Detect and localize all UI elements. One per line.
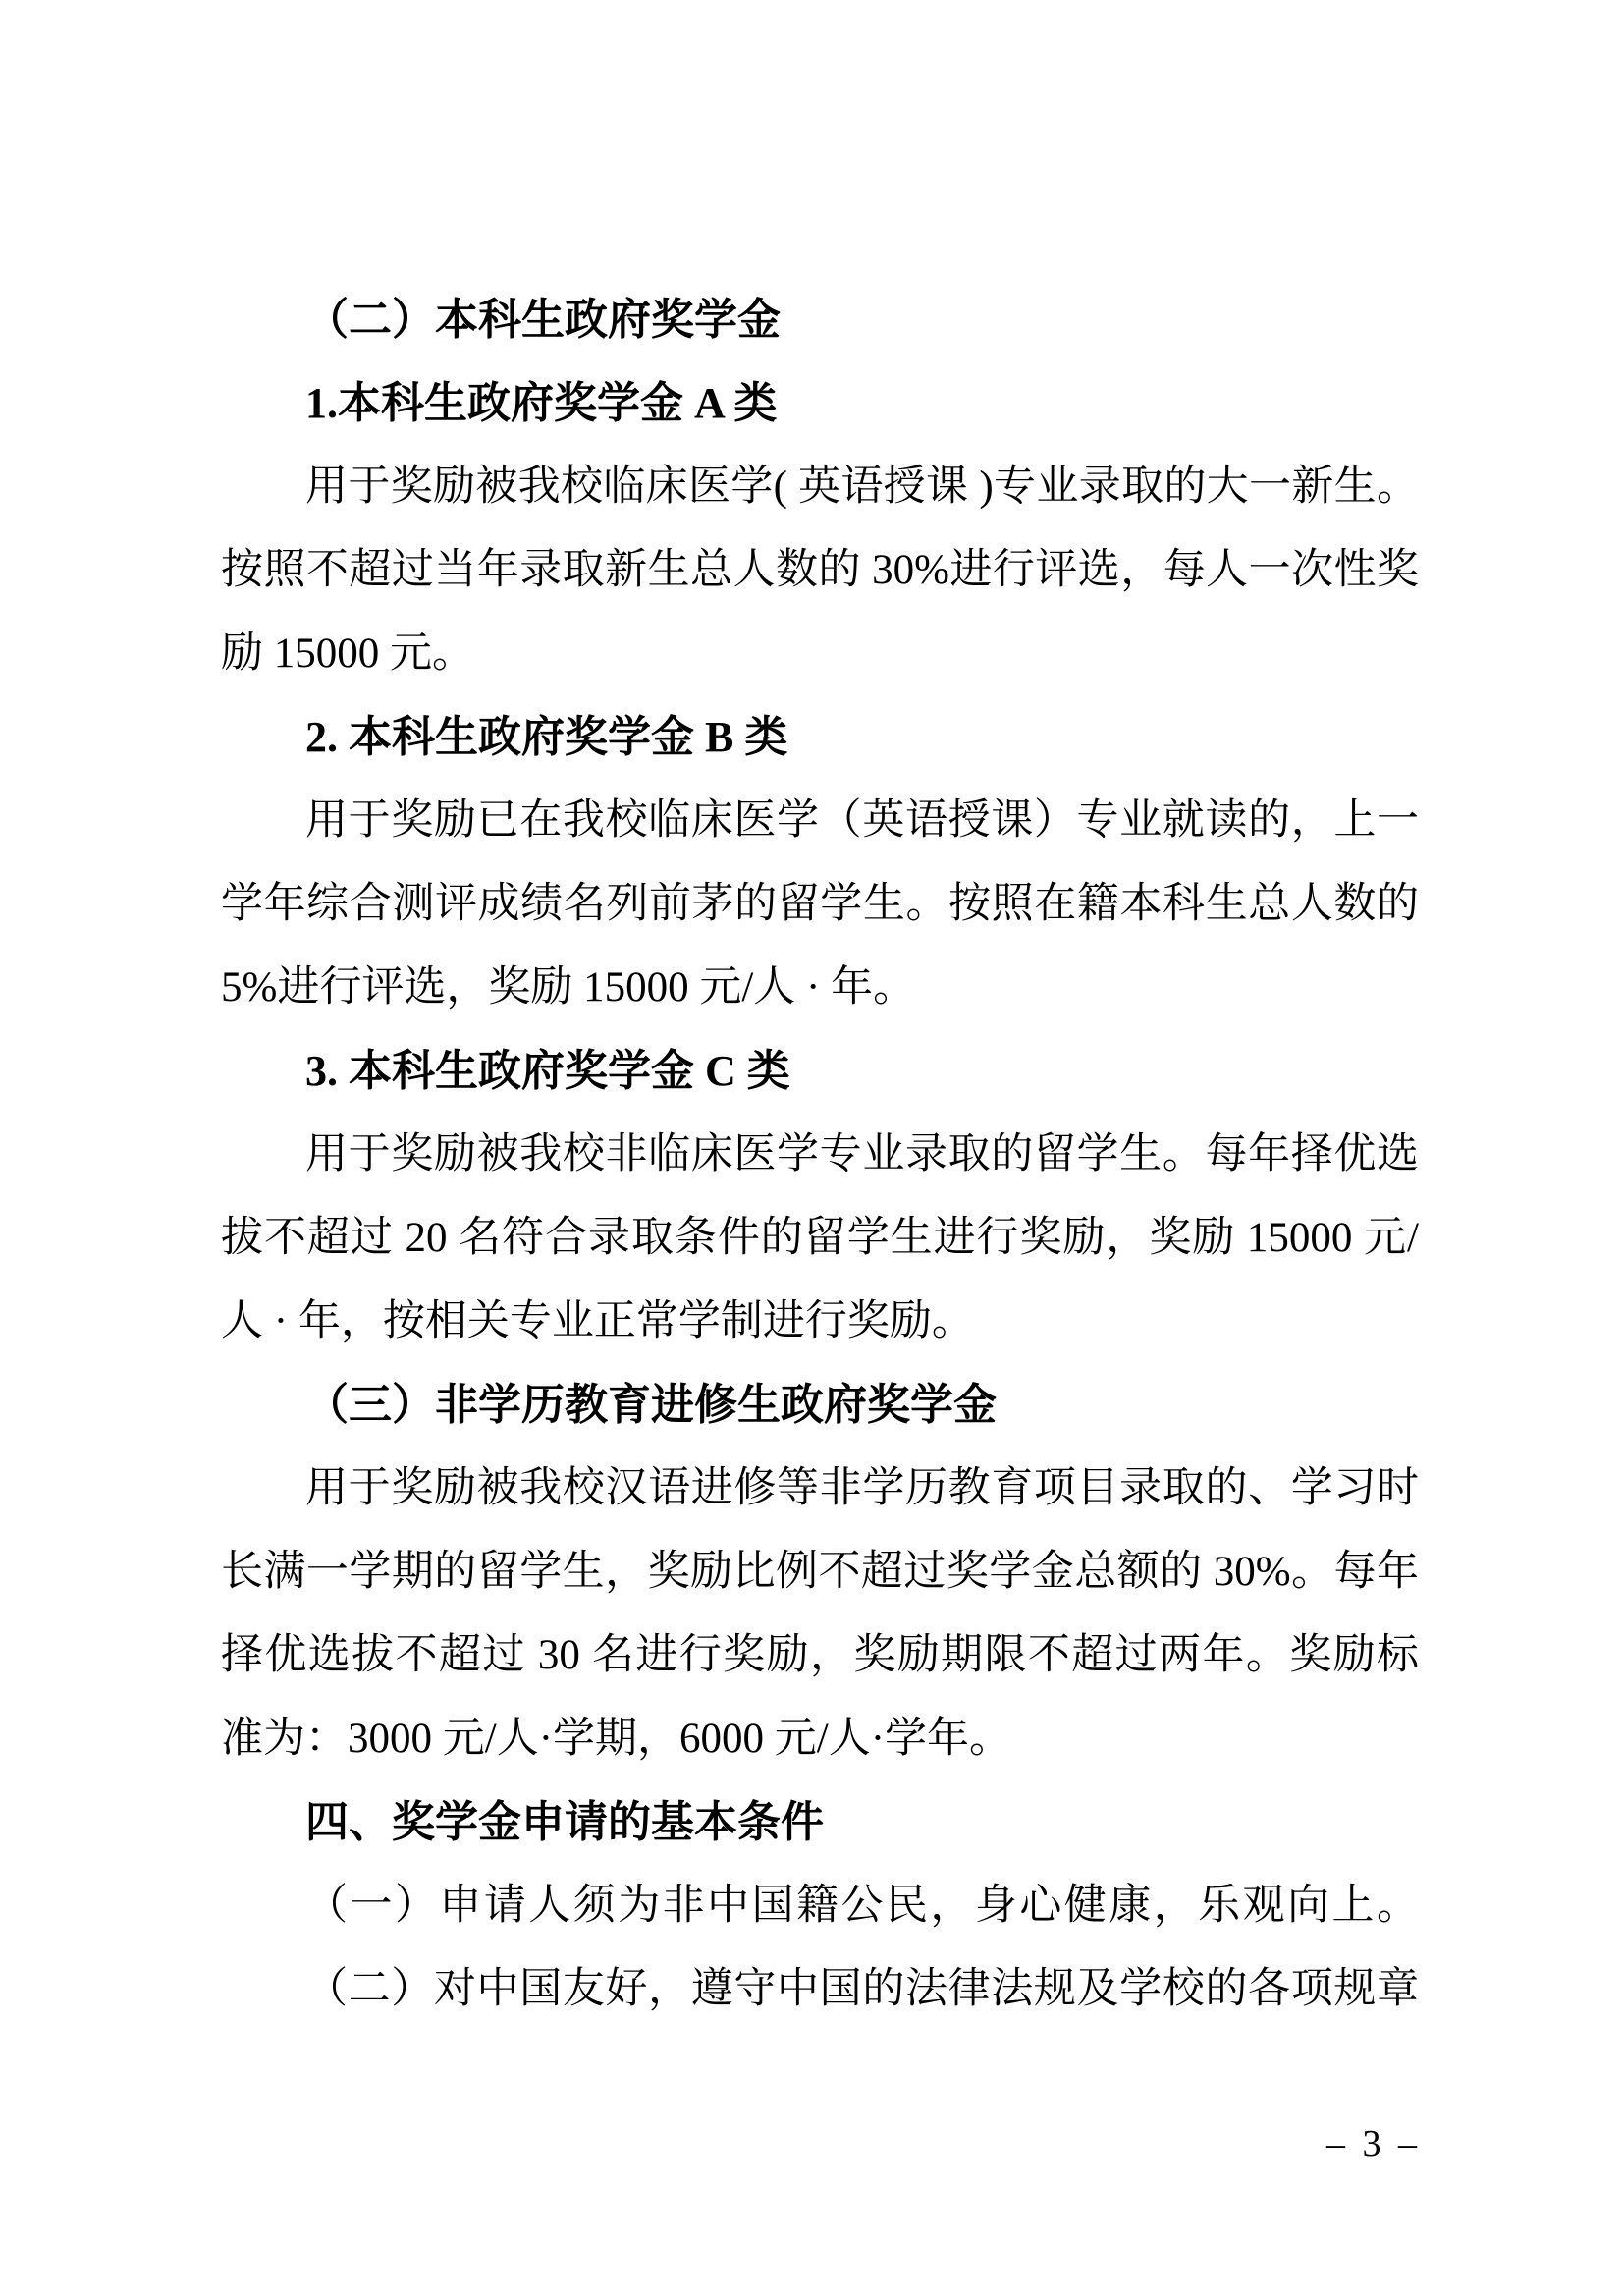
para-d-line-1: 用于奖励被我校汉语进修等非学历教育项目录取的、学习时 (305, 1465, 1419, 1511)
para-c-line-1: 用于奖励被我校非临床医学专业录取的留学生。每年择优选 (305, 1131, 1419, 1177)
para-c-line-3: 人 · 年，按相关专业正常学制进行奖励。 (221, 1298, 974, 1344)
heading-item-1-class-a: 1.本科生政府奖学金 A 类 (305, 379, 778, 427)
document-body (221, 278, 1419, 2031)
para-a-line-3: 励 15000 元。 (221, 630, 474, 677)
para-a-line-1: 用于奖励被我校临床医学( 英语授课 )专业录取的大一新生。 (305, 464, 1419, 510)
para-b-line-2: 学年综合测评成绩名列前茅的留学生。按照在籍本科生总人数的 (221, 881, 1419, 927)
para-a-line-2: 按照不超过当年录取新生总人数的 30%进行评选，每人一次性奖 (221, 547, 1419, 593)
heading-section-4: 四、奖学金申请的基本条件 (305, 1798, 824, 1846)
para-d-line-4: 准为：3000 元/人·学期，6000 元/人·学年。 (221, 1716, 1012, 1762)
heading-item-2-class-b: 2. 本科生政府奖学金 B 类 (305, 713, 788, 761)
para-b-line-1: 用于奖励已在我校临床医学（英语授课）专业就读的，上一 (305, 797, 1419, 844)
para-b-line-3: 5%进行评选，奖励 15000 元/人 · 年。 (221, 964, 916, 1011)
para-e-line-1: （一）申请人须为非中国籍公民，身心健康，乐观向上。 (305, 1883, 1419, 1929)
heading-section-3: （三）非学历教育进修生政府奖学金 (305, 1381, 997, 1429)
heading-section-2: （二）本科生政府奖学金 (305, 296, 781, 344)
para-f-line-1: （二）对中国友好，遵守中国的法律法规及学校的各项规章 (305, 1966, 1419, 2012)
para-d-line-2: 长满一学期的留学生，奖励比例不超过奖学金总额的 30%。每年 (221, 1549, 1419, 1595)
heading-item-3-class-c: 3. 本科生政府奖学金 C 类 (305, 1047, 790, 1095)
para-d-line-3: 择优选拔不超过 30 名进行奖励，奖励期限不超过两年。奖励标 (221, 1632, 1419, 1678)
page-number: – 3 – (1326, 2123, 1421, 2164)
para-c-line-2: 拔不超过 20 名符合录取条件的留学生进行奖励，奖励 15000 元/ (221, 1215, 1419, 1261)
